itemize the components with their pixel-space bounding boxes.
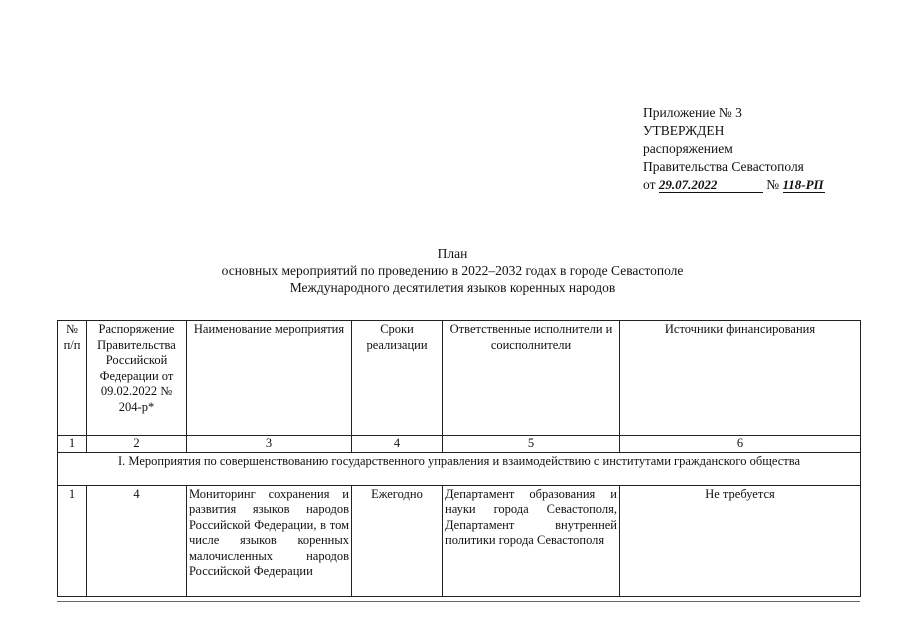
table-row bbox=[58, 485, 861, 596]
plan-table bbox=[57, 320, 861, 597]
order-label: распоряжением bbox=[643, 141, 733, 156]
issuer-label: Правительства Севастополя bbox=[643, 159, 804, 174]
header-cell: Ответственные исполнители и соисполнители bbox=[443, 321, 620, 436]
handwritten-number: 118-РП bbox=[782, 177, 824, 192]
number-label: № bbox=[766, 177, 780, 192]
approval-stamp bbox=[643, 104, 825, 194]
document-title bbox=[0, 245, 905, 296]
page-cut-line bbox=[57, 601, 860, 602]
column-number: 2 bbox=[87, 436, 187, 453]
row-number: 1 bbox=[58, 485, 87, 596]
section-title: I. Мероприятия по совершенствованию государственного управления и взаимодействию с институтами гражданского общества bbox=[58, 452, 861, 485]
header-cell: Источники финансирования bbox=[620, 321, 861, 436]
section-row bbox=[58, 452, 861, 485]
appendix-label: Приложение № 3 bbox=[643, 105, 742, 120]
column-number: 5 bbox=[443, 436, 620, 453]
column-number: 6 bbox=[620, 436, 861, 453]
column-number-row bbox=[58, 436, 861, 453]
implementation-period: Ежегодно bbox=[352, 485, 443, 596]
header-cell: Распоряжение Правительства Российской Федерации от 09.02.2022 № 204-р* bbox=[87, 321, 187, 436]
responsible-executors: Департамент образования и науки города Севастополя, Департамент внутренней политики города Севастополя bbox=[443, 485, 620, 596]
table-header-row bbox=[58, 321, 861, 436]
header-cell: Наименование мероприятия bbox=[187, 321, 352, 436]
activity-name: Мониторинг сохранения и развития языков народов Российской Федерации, в том числе языков коренных малочисленных народов Российской Федерации bbox=[187, 485, 352, 596]
approved-label: УТВЕРЖДЕН bbox=[643, 123, 725, 138]
column-number: 4 bbox=[352, 436, 443, 453]
approval-date-line bbox=[643, 176, 825, 194]
from-label: от bbox=[643, 177, 656, 192]
header-cell: № п/п bbox=[58, 321, 87, 436]
column-number: 3 bbox=[187, 436, 352, 453]
handwritten-date: 29.07.2022 bbox=[658, 177, 718, 192]
title-line-1: План bbox=[437, 246, 468, 261]
funding-source: Не требуется bbox=[620, 485, 861, 596]
order-reference: 4 bbox=[87, 485, 187, 596]
title-line-2: основных мероприятий по проведению в 2022–2032 годах в городе Севастополе bbox=[221, 263, 684, 278]
header-cell: Сроки реализации bbox=[352, 321, 443, 436]
title-line-3: Международного десятилетия языков коренных народов bbox=[289, 280, 616, 295]
column-number: 1 bbox=[58, 436, 87, 453]
